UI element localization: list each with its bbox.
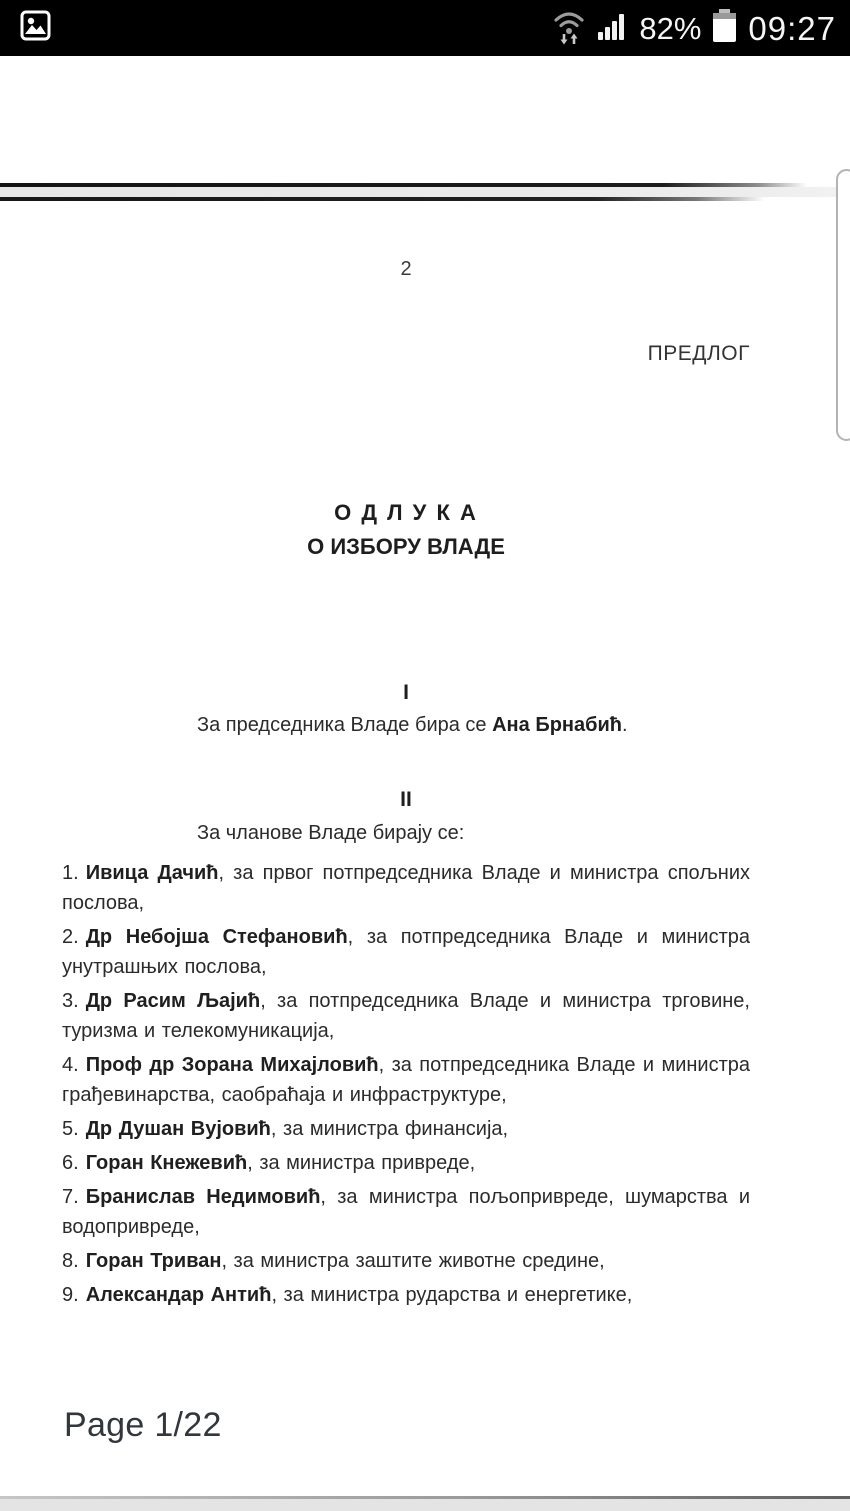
minister-role: , за министра привреде,: [247, 1152, 476, 1174]
clock-label: 09:27: [748, 9, 836, 47]
list-item: [62, 1050, 750, 1110]
list-item: [62, 1182, 750, 1242]
page-bottom-edge-band: [0, 1499, 850, 1511]
page-bottom-edge: [0, 1496, 850, 1511]
list-item: [62, 1114, 750, 1144]
document-page-number: 2: [400, 258, 412, 280]
list-item: [62, 922, 750, 982]
minister-name: Горан Кнежевић: [85, 1152, 248, 1174]
page-indicator: Page 1/22: [64, 1406, 222, 1444]
minister-role: , за потпредседника Владе и министра трговине, туризма и телекомуникација,: [62, 990, 750, 1042]
minister-role: , за првог потпредседника Владе и министра спољних послова,: [62, 862, 750, 914]
minister-role: , за потпредседника Владе и министра унутрашњих послова,: [62, 926, 751, 978]
minister-name: Горан Триван: [85, 1250, 222, 1272]
item-number: 9.: [62, 1284, 79, 1306]
list-item: [62, 1280, 750, 1310]
signal-strength-icon: [597, 11, 628, 46]
minister-role: , за министра финансија,: [270, 1118, 509, 1140]
minister-role: , за министра рударства и енергетике,: [271, 1284, 633, 1306]
minister-name: Др Небојша Стефановић: [85, 926, 348, 948]
item-number: 1.: [62, 862, 79, 884]
minister-name: Др Расим Љајић: [85, 990, 261, 1012]
document-viewer[interactable]: [0, 56, 850, 1511]
wifi-updown-icon: [552, 7, 586, 50]
list-item: [62, 1148, 750, 1178]
document-title-line1: О Д Л У К А: [334, 500, 478, 525]
item-number: 6.: [62, 1152, 79, 1174]
item-number: 3.: [62, 990, 79, 1012]
minister-role: , за министра пољопривреде, шумарства и водопривреде,: [62, 1186, 750, 1238]
item-number: 2.: [62, 926, 79, 948]
item-number: 4.: [62, 1054, 79, 1076]
minister-role: , за потпредседника Владе и министра грађевинарства, саобраћаја и инфраструктуре,: [62, 1054, 751, 1106]
scrollbar-thumb[interactable]: [836, 169, 850, 441]
document-page: [62, 56, 750, 1314]
minister-name: Проф др Зорана Михајловић: [85, 1054, 379, 1076]
section-2-numeral: II: [400, 788, 412, 811]
item-number: 5.: [62, 1118, 79, 1140]
battery-icon: [712, 9, 737, 48]
section-1-text-prefix: За председника Владе бира се: [197, 714, 493, 736]
section-1-numeral: I: [403, 681, 409, 704]
gallery-image-icon: [20, 10, 51, 46]
minister-name: Бранислав Недимовић: [85, 1186, 321, 1208]
list-item: [62, 858, 750, 918]
item-number: 7.: [62, 1186, 79, 1208]
list-item: [62, 1246, 750, 1276]
proposal-label: ПРЕДЛОГ: [647, 342, 750, 365]
section-1-paragraph: [62, 710, 750, 740]
document-title-line2: О ИЗБОРУ ВЛАДЕ: [307, 534, 505, 559]
prime-minister-name: Ана Брнабић: [492, 714, 622, 736]
section-2-intro: За чланове Владе бирају се:: [197, 822, 465, 844]
status-bar: [0, 0, 850, 56]
minister-name: Др Душан Вујовић: [85, 1118, 271, 1140]
minister-role: , за министра заштите животне средине,: [221, 1250, 605, 1272]
item-number: 8.: [62, 1250, 79, 1272]
section-1-text-suffix: .: [621, 714, 628, 736]
minister-name: Александар Антић: [85, 1284, 272, 1306]
minister-name: Ивица Дачић: [85, 862, 219, 884]
ministers-list: [62, 858, 750, 1310]
battery-percent-label: 82%: [639, 10, 702, 46]
list-item: [62, 986, 750, 1046]
